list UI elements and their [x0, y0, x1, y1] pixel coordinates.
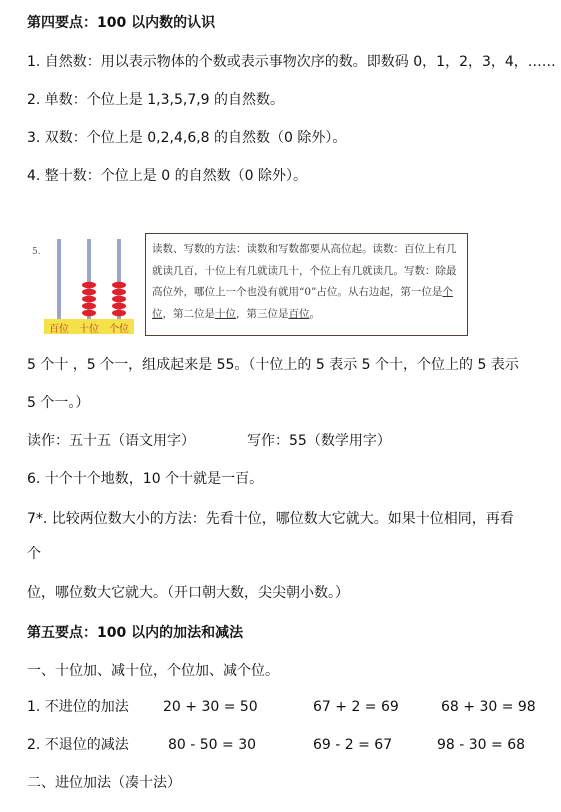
addition-subtraction-rule: 一、十位加、减十位，个位加、减个位。 — [27, 663, 279, 679]
abacus-bead — [112, 310, 126, 317]
abacus-bead — [112, 289, 126, 296]
carry-addition-title: 二、进位加法（凑十法） — [27, 775, 181, 791]
equation: 69 - 2 = 67 — [313, 737, 393, 753]
odd-number-item: 2. 单数：个位上是 1,3,5,7,9 的自然数。 — [27, 92, 285, 108]
figure-number: 5. — [32, 247, 41, 257]
abacus-bead — [82, 282, 96, 289]
even-number-item: 3. 双数：个位上是 0,2,4,6,8 的自然数（0 除外）。 — [27, 130, 347, 146]
fifty-five-explanation-cont: 5 个一。） — [27, 395, 90, 411]
count-by-tens-item: 6. 十个十个地数，10 个十就是一百。 — [27, 471, 264, 487]
compare-method-cont: 位，哪位数大它就大。（开口朝大数，尖尖朝小数。） — [27, 585, 349, 601]
abacus-bead — [112, 303, 126, 310]
natural-number-item: 1. 自然数：用以表示物体的个数或表示事物次序的数。即数码 0，1，2，3，4，…… — [27, 54, 556, 70]
abacus-rod — [57, 239, 61, 319]
abacus-bead — [112, 282, 126, 289]
abacus-bead — [82, 289, 96, 296]
abacus-bead — [82, 310, 96, 317]
method-text-end: 。 — [309, 307, 320, 320]
section5-title: 第五要点：100 以内的加法和减法 — [27, 625, 244, 641]
method-text-sep2: ，第三位是 — [236, 307, 289, 320]
compare-method-wrap: 个 — [27, 546, 41, 562]
equation: 68 + 30 = 98 — [441, 699, 536, 715]
ones-place-term: 个位 — [152, 286, 453, 320]
compare-method-item: 7*. 比较两位数大小的方法：先看十位，哪位数大它就大。如果十位相同，再看 — [27, 511, 514, 527]
abacus-bead — [112, 296, 126, 303]
read-write-method-box — [145, 233, 468, 336]
no-borrow-subtraction-label: 2. 不退位的减法 — [27, 737, 129, 753]
method-text-sep1: ，第二位是 — [162, 307, 215, 320]
abacus-label-ones: 个位 — [109, 324, 129, 335]
abacus-bead — [82, 303, 96, 310]
abacus-label-hundreds: 百位 — [49, 324, 69, 335]
abacus-label-tens: 十位 — [79, 324, 99, 335]
equation: 98 - 30 = 68 — [437, 737, 526, 753]
method-text: 读数、写数的方法：读数和写数都要从高位起。读数：百位上有几就读几百，十位上有几就读几十，个位上有几就读几。写数：除最高位外，哪位上一个也没有就用“0”占位。从右边起，第一位是 — [152, 243, 457, 298]
abacus-labels — [44, 320, 134, 335]
no-carry-addition-label: 1. 不进位的加法 — [27, 699, 129, 715]
write-as: 写作：55（数学用字） — [247, 433, 391, 449]
tens-place-term: 十位 — [215, 307, 236, 320]
equation: 20 + 30 = 50 — [163, 699, 258, 715]
abacus-bead — [82, 296, 96, 303]
hundreds-place-term: 百位 — [288, 307, 310, 320]
equation: 67 + 2 = 69 — [313, 699, 399, 715]
whole-ten-item: 4. 整十数：个位上是 0 的自然数（0 除外）。 — [27, 168, 307, 184]
read-as: 读作：五十五（语文用字） — [27, 433, 195, 449]
abacus-figure — [30, 233, 140, 336]
equation: 80 - 50 = 30 — [168, 737, 257, 753]
fifty-five-explanation: 5 个十 ，5 个一，组成起来是 55。（十位上的 5 表示 5 个十，个位上的 5 表示 — [27, 357, 519, 373]
section4-title: 第四要点：100 以内数的认识 — [27, 15, 216, 31]
